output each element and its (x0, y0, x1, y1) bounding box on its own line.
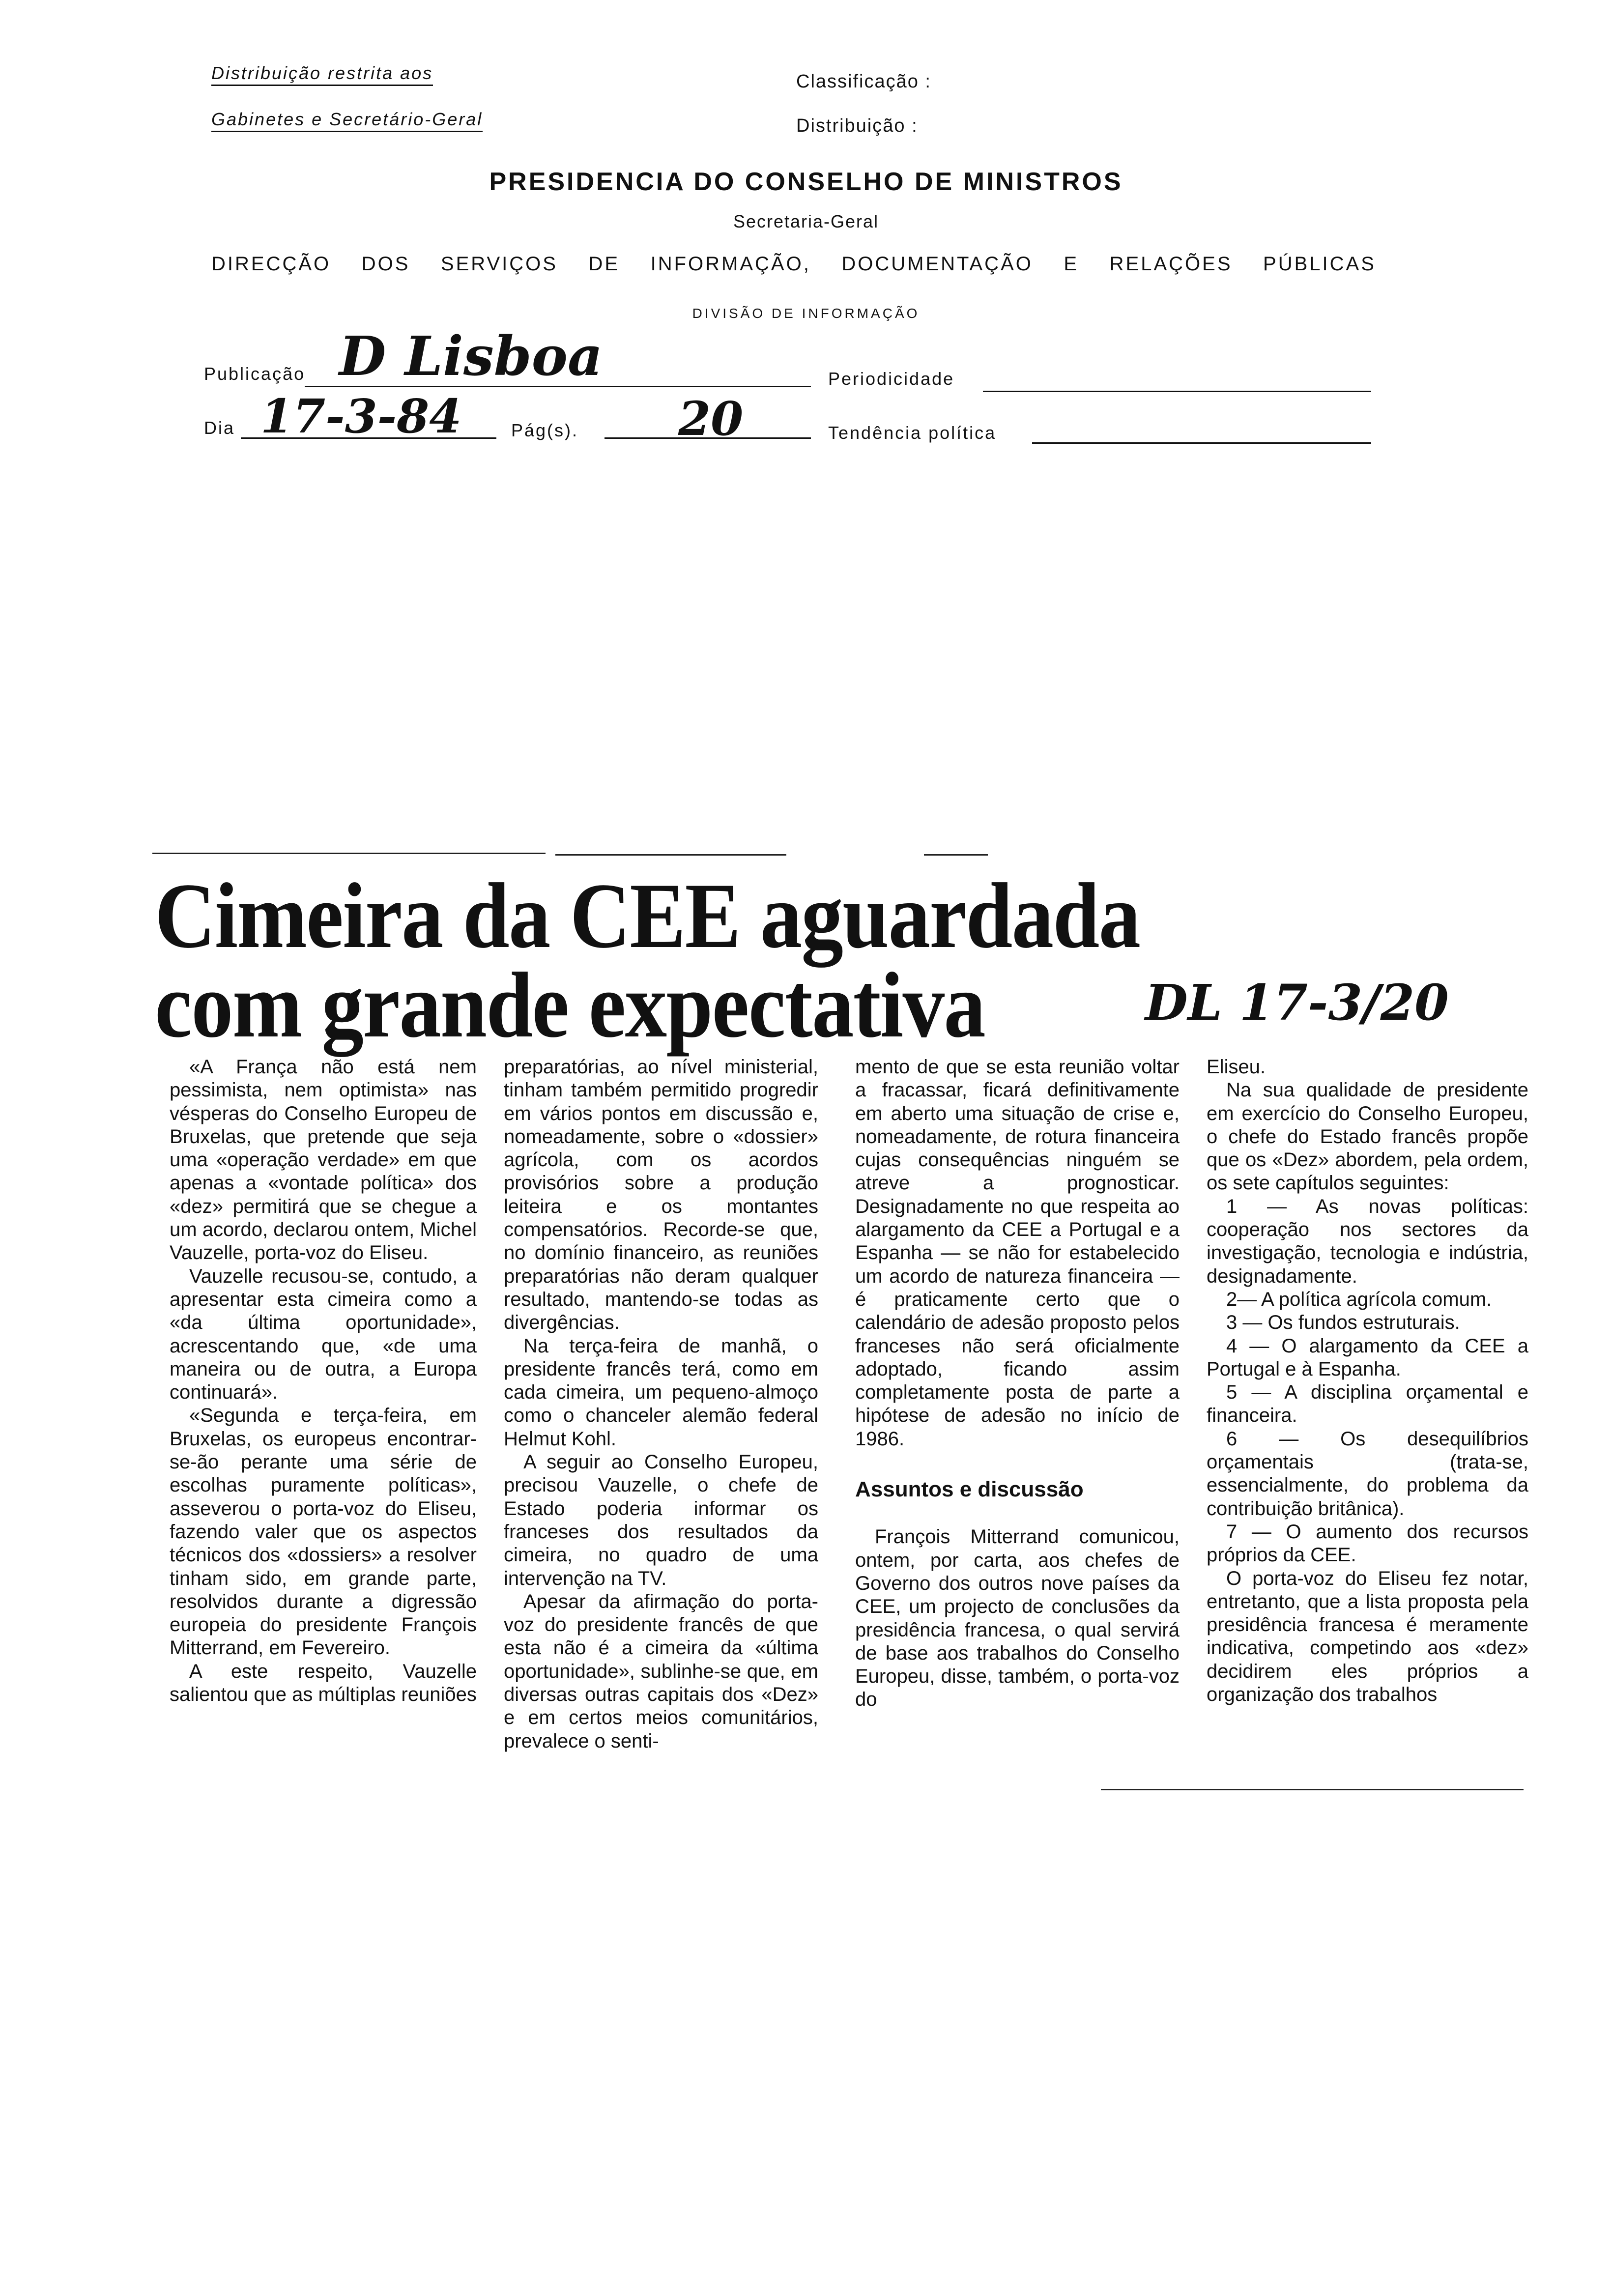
list-item: 3 — Os fundos estruturais. (1226, 1312, 1460, 1334)
headline-rule (924, 854, 988, 856)
org-subtitle: Secretaria-Geral (733, 211, 879, 231)
directorate-word: DOCUMENTAÇÃO (841, 253, 1033, 275)
paragraph: O porta-voz do Eliseu fez notar, entretanto, que a lista proposta pela presidência francesa é meramente indicativa, competindo aos «dez» decidirem eles próprios a organização dos trabalhos (1207, 1567, 1528, 1706)
headline-line2: com grande expectativa (155, 954, 985, 1057)
handwritten-annotation: DL 17-3/20 (1145, 974, 1449, 1032)
directorate-word: DIRECÇÃO (211, 253, 331, 275)
article-column-4 (1207, 1056, 1528, 1706)
pags-value: 20 (678, 392, 744, 446)
paragraph: Apesar da afirmação do porta-voz do presidente francês de que esta não é a cimeira da «última oportunidade», sublinhe-se que, em diversas outras capitais dos «Dez» e em certos meios comunitários, prevalece o senti- (504, 1590, 818, 1752)
dia-value: 17-3-84 (260, 389, 462, 444)
directorate-word: RELAÇÕES (1109, 253, 1233, 275)
paragraph: preparatórias, ao nível ministerial, tinham também permitido progredir em vários pontos em discussão e, nomeadamente, sobre o «dossier» agrícola, com os acordos provisórios sobre a produção leiteira e os montantes compensatórios. Recorde-se que, no domínio financeiro, as reuniões preparatórias não deram qualquer resultado, mantendo-se todas as divergências. (504, 1056, 818, 1334)
list-item: 5 — A disciplina orçamental e financeira. (1207, 1381, 1528, 1427)
paragraph: Vauzelle recusou-se, contudo, a apresentar esta cimeira como a «da última oportunidade», acrescentando que, «de uma maneira ou de outra, a Europa continuará». (170, 1265, 477, 1404)
directorate-word: E (1064, 253, 1079, 275)
paragraph: François Mitterrand comunicou, ontem, por carta, aos chefes de Governo dos outros nove países da CEE, um projecto de conclusões da presidência francesa, o qual servirá de base aos trabalhos do Conselho Europeu, disse, também, o porta-voz do (855, 1526, 1180, 1711)
org-title: PRESIDENCIA DO CONSELHO DE MINISTROS (489, 168, 1123, 196)
paragraph: Na sua qualidade de presidente em exercício do Conselho Europeu, o chefe do Estado francês propõe que os «Dez» abordem, pela ordem, os sete capítulos seguintes: (1207, 1079, 1528, 1194)
list-item: 6 — Os desequilíbrios orçamentais (trata-se, essencialmente, do problema da contribuição britânica). (1207, 1428, 1528, 1520)
list-item: 1 — As novas políticas: cooperação nos sectores da investigação, tecnologia e indústria, designadamente. (1207, 1195, 1528, 1287)
directorate-word: DOS (361, 253, 410, 275)
tendencia-line (1032, 442, 1371, 444)
publicacao-line (305, 386, 811, 387)
directorate-word: INFORMAÇÃO, (650, 253, 811, 275)
list-item: 2— A política agrícola comum. (1226, 1288, 1492, 1310)
article-column-1 (170, 1056, 477, 1706)
periodicidade-line (983, 391, 1371, 392)
publicacao-value: D Lisboa (339, 324, 603, 388)
paragraph: «A França não está nem pessimista, nem optimista» nas vésperas do Conselho Europeu de Bruxelas, que pretende que seja uma «operação verdade» em que apenas a «vontade política» dos «dez» permitirá que se chegue a um acordo, declarou ontem, Michel Vauzelle, porta-voz do Eliseu. (170, 1056, 477, 1264)
tendencia-label: Tendência política (828, 423, 997, 443)
paragraph: Na terça-feira de manhã, o presidente francês terá, como em cada cimeira, um pequeno-almoço como o chanceler alemão federal Helmut Kohl. (504, 1335, 818, 1450)
distribution-note-line1: Distribuição restrita aos (211, 63, 433, 86)
subheading: Assuntos e discussão (855, 1477, 1084, 1502)
distribution-note-line2: Gabinetes e Secretário-Geral (211, 109, 483, 132)
list-item: 4 — O alargamento da CEE a Portugal e à Espanha. (1207, 1335, 1528, 1380)
pags-line (604, 437, 811, 439)
directorate-word: PÚBLICAS (1263, 253, 1376, 275)
distribuicao-label: Distribuição : (796, 115, 918, 136)
directorate-word: SERVIÇOS (440, 253, 558, 275)
article-column-2 (504, 1056, 818, 1753)
headline-rule (152, 853, 546, 854)
pags-label: Pág(s). (511, 420, 579, 440)
headline-rule (555, 854, 786, 856)
paragraph: «Segunda e terça-feira, em Bruxelas, os europeus encontrar-se-ão perante uma série de escolhas puramente políticas», asseverou o porta-voz do Eliseu, fazendo valer que os aspectos técnicos dos «dossiers» a resolver tinham sido, em grande parte, resolvidos durante a digressão europeia do presidente François Mitterrand, em Fevereiro. (170, 1405, 477, 1659)
paragraph: mento de que se esta reunião voltar a fracassar, ficará definitivamente em aberto uma situação de crise e, nomeadamente, de rotura financeira cujas consequências ninguém se atreve a prognosticar. Designadamente no que respeita ao alargamento da CEE a Portugal e a Espanha — se não for estabelecido um acordo de natureza financeira — é praticamente certo que o calendário de adesão proposto pelos franceses não será oficialmente adoptado, ficando assim completamente posta de parte a hipótese de adesão no início de 1986. (855, 1056, 1180, 1450)
article-column-3 (855, 1056, 1180, 1712)
division-label: DIVISÃO DE INFORMAÇÃO (692, 306, 920, 321)
directorate-word: DE (588, 253, 620, 275)
paragraph: A este respeito, Vauzelle salientou que as múltiplas reuniões (170, 1660, 477, 1706)
paragraph: A seguir ao Conselho Europeu, precisou Vauzelle, o chefe de Estado poderia informar os franceses dos resultados da cimeira, no quadro de uma intervenção na TV. (504, 1451, 818, 1589)
headline-line1: Cimeira da CEE aguardada (155, 864, 1140, 968)
classificacao-label: Classificação : (796, 71, 931, 92)
dia-line (241, 437, 496, 439)
periodicidade-label: Periodicidade (828, 369, 955, 389)
end-rule (1101, 1789, 1524, 1790)
list-item: 7 — O aumento dos recursos próprios da CEE. (1207, 1521, 1528, 1566)
directorate-line (211, 253, 1376, 275)
paragraph: Eliseu. (1207, 1056, 1266, 1078)
dia-label: Dia (204, 418, 235, 438)
publicacao-label: Publicação (204, 364, 306, 384)
